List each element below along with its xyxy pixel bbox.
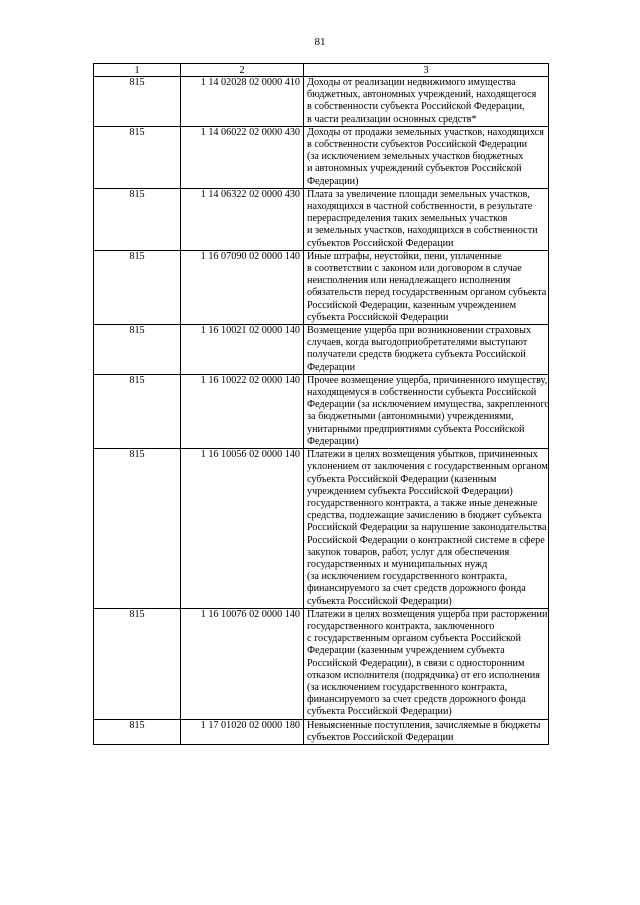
revenue-name-line: субъектов Российской Федерации bbox=[307, 237, 454, 249]
revenue-name-line: государственных и муниципальных нужд bbox=[307, 558, 488, 570]
table-row bbox=[94, 374, 549, 448]
revenue-name-line: Российской Федерации, казенным учреждением bbox=[307, 299, 517, 311]
table-row bbox=[94, 250, 549, 324]
revenue-name-line: получатели средств бюджета субъекта Российской bbox=[307, 349, 526, 361]
admin-code-cell: 815 bbox=[94, 188, 181, 250]
budget-classification-code-cell: 1 16 07090 02 0000 140 bbox=[181, 250, 304, 324]
revenue-name-cell bbox=[304, 77, 549, 127]
revenue-name-line: с государственным органом субъекта Российской bbox=[307, 633, 521, 645]
revenue-name-line: перераспределения таких земельных участков bbox=[307, 213, 508, 225]
revenue-name-line: средства, подлежащие зачислению в бюджет субъекта bbox=[307, 510, 542, 522]
column-header: 3 bbox=[304, 64, 549, 77]
revenue-name-line: отказом исполнителя (подрядчика) от его исполнения bbox=[307, 669, 540, 681]
revenue-name-line: обязательств перед государственным органом субъекта bbox=[307, 287, 547, 299]
revenue-name-line: субъекта Российской Федерации (казенным bbox=[307, 473, 497, 485]
revenue-name-cell bbox=[304, 188, 549, 250]
budget-classification-code-cell: 1 14 02028 02 0000 410 bbox=[181, 77, 304, 127]
budget-classification-code-cell: 1 14 06022 02 0000 430 bbox=[181, 126, 304, 188]
revenue-name-cell bbox=[304, 449, 549, 609]
table-row bbox=[94, 449, 549, 609]
column-header: 2 bbox=[181, 64, 304, 77]
table-row bbox=[94, 325, 549, 375]
revenue-name-line: Федерации (за исключением имущества, закрепленного bbox=[307, 399, 550, 411]
table-header-row bbox=[94, 64, 549, 77]
table-row bbox=[94, 126, 549, 188]
budget-classification-code-cell: 1 16 10056 02 0000 140 bbox=[181, 449, 304, 609]
revenue-name-line: находящемуся в собственности субъекта Российской bbox=[307, 387, 537, 399]
revenue-name-line: Федерации bbox=[307, 361, 356, 373]
revenue-name-line: в собственности субъекта Российской Федерации, bbox=[307, 101, 525, 113]
admin-code-cell: 815 bbox=[94, 126, 181, 188]
budget-classification-code-cell: 1 14 06322 02 0000 430 bbox=[181, 188, 304, 250]
column-header: 1 bbox=[94, 64, 181, 77]
revenue-name-cell bbox=[304, 126, 549, 188]
revenue-name-line: Иные штрафы, неустойки, пени, уплаченные bbox=[307, 250, 502, 262]
revenue-name-line: субъекта Российской Федерации) bbox=[307, 706, 452, 718]
table-row bbox=[94, 608, 549, 719]
admin-code-cell: 815 bbox=[94, 325, 181, 375]
revenue-name-line: Доходы от реализации недвижимого имущества bbox=[307, 77, 516, 88]
table-row bbox=[94, 188, 549, 250]
budget-classification-code-cell: 1 16 10021 02 0000 140 bbox=[181, 325, 304, 375]
revenue-codes-table bbox=[93, 63, 549, 745]
revenue-name-line: (за исключением земельных участков бюджетных bbox=[307, 151, 524, 163]
revenue-name-line: закупок товаров, работ, услуг для обеспечения bbox=[307, 546, 510, 558]
revenue-name-line: и земельных участков, находящихся в собственности bbox=[307, 225, 538, 237]
revenue-name-line: Федерации) bbox=[307, 175, 359, 187]
revenue-name-line: субъекта Российской Федерации) bbox=[307, 595, 452, 607]
revenue-name-line: Платежи в целях возмещения ущерба при расторжении bbox=[307, 608, 548, 620]
table-row bbox=[94, 77, 549, 127]
revenue-name-cell bbox=[304, 608, 549, 719]
revenue-name-line: Платежи в целях возмещения убытков, причиненных bbox=[307, 449, 538, 461]
revenue-name-line: субъекта Российской Федерации bbox=[307, 311, 449, 323]
revenue-name-line: за бюджетными (автономными) учреждениями, bbox=[307, 411, 514, 423]
admin-code-cell: 815 bbox=[94, 374, 181, 448]
table-row bbox=[94, 719, 549, 744]
revenue-name-line: в собственности субъектов Российской Федерации bbox=[307, 139, 528, 151]
admin-code-cell: 815 bbox=[94, 719, 181, 744]
revenue-name-line: финансируемого за счет средств дорожного фонда bbox=[307, 583, 526, 595]
revenue-name-line: (за исключением государственного контракта, bbox=[307, 571, 508, 583]
revenue-name-line: Российской Федерации о контрактной системе в сфере bbox=[307, 534, 545, 546]
revenue-name-line: государственного контракта, заключенного bbox=[307, 620, 495, 632]
admin-code-cell: 815 bbox=[94, 77, 181, 127]
revenue-name-line: находящихся в частной собственности, в результате bbox=[307, 201, 533, 213]
revenue-name-line: Плата за увеличение площади земельных участков, bbox=[307, 188, 530, 200]
revenue-name-line: в части реализации основных средств* bbox=[307, 113, 477, 125]
revenue-name-line: (за исключением государственного контракта, bbox=[307, 681, 508, 693]
revenue-name-line: финансируемого за счет средств дорожного фонда bbox=[307, 694, 526, 706]
revenue-name-line: в соответствии с законом или договором в случае bbox=[307, 263, 522, 275]
revenue-name-line: уклонением от заключения с государственным органом bbox=[307, 461, 548, 473]
revenue-name-line: Федерации) bbox=[307, 435, 359, 447]
admin-code-cell: 815 bbox=[94, 608, 181, 719]
revenue-name-line: Доходы от продажи земельных участков, находящихся bbox=[307, 126, 544, 138]
revenue-name-line: учреждением субъекта Российской Федерации) bbox=[307, 485, 513, 497]
revenue-name-line: бюджетных, автономных учреждений, находящегося bbox=[307, 89, 537, 101]
admin-code-cell: 815 bbox=[94, 250, 181, 324]
admin-code-cell: 815 bbox=[94, 449, 181, 609]
page-number: 81 bbox=[314, 36, 326, 48]
table-body bbox=[94, 77, 549, 745]
revenue-name-cell bbox=[304, 325, 549, 375]
revenue-name-cell bbox=[304, 719, 549, 744]
revenue-name-line: Невыясненные поступления, зачисляемые в бюджеты bbox=[307, 719, 541, 731]
revenue-name-line: и автономных учреждений субъектов Российской bbox=[307, 163, 522, 175]
revenue-name-cell bbox=[304, 250, 549, 324]
revenue-name-line: Российской Федерации за нарушение законодательства bbox=[307, 522, 547, 534]
revenue-name-line: субъектов Российской Федерации bbox=[307, 731, 454, 743]
budget-classification-code-cell: 1 17 01020 02 0000 180 bbox=[181, 719, 304, 744]
budget-classification-code-cell: 1 16 10076 02 0000 140 bbox=[181, 608, 304, 719]
revenue-name-line: Прочее возмещение ущерба, причиненного имуществу, bbox=[307, 374, 548, 386]
revenue-name-line: неисполнения или ненадлежащего исполнения bbox=[307, 275, 511, 287]
revenue-name-line: государственного контракта, а также иные денежные bbox=[307, 497, 538, 509]
revenue-name-line: Российской Федерации), в связи с односторонним bbox=[307, 657, 525, 669]
revenue-name-line: случаев, когда выгодоприобретателями выступают bbox=[307, 337, 528, 349]
revenue-name-line: Возмещение ущерба при возникновении страховых bbox=[307, 325, 532, 337]
revenue-name-line: унитарными предприятиями субъекта Российской bbox=[307, 423, 525, 435]
revenue-name-line: Федерации (казенным учреждением субъекта bbox=[307, 645, 505, 657]
budget-classification-code-cell: 1 16 10022 02 0000 140 bbox=[181, 374, 304, 448]
revenue-name-cell bbox=[304, 374, 549, 448]
